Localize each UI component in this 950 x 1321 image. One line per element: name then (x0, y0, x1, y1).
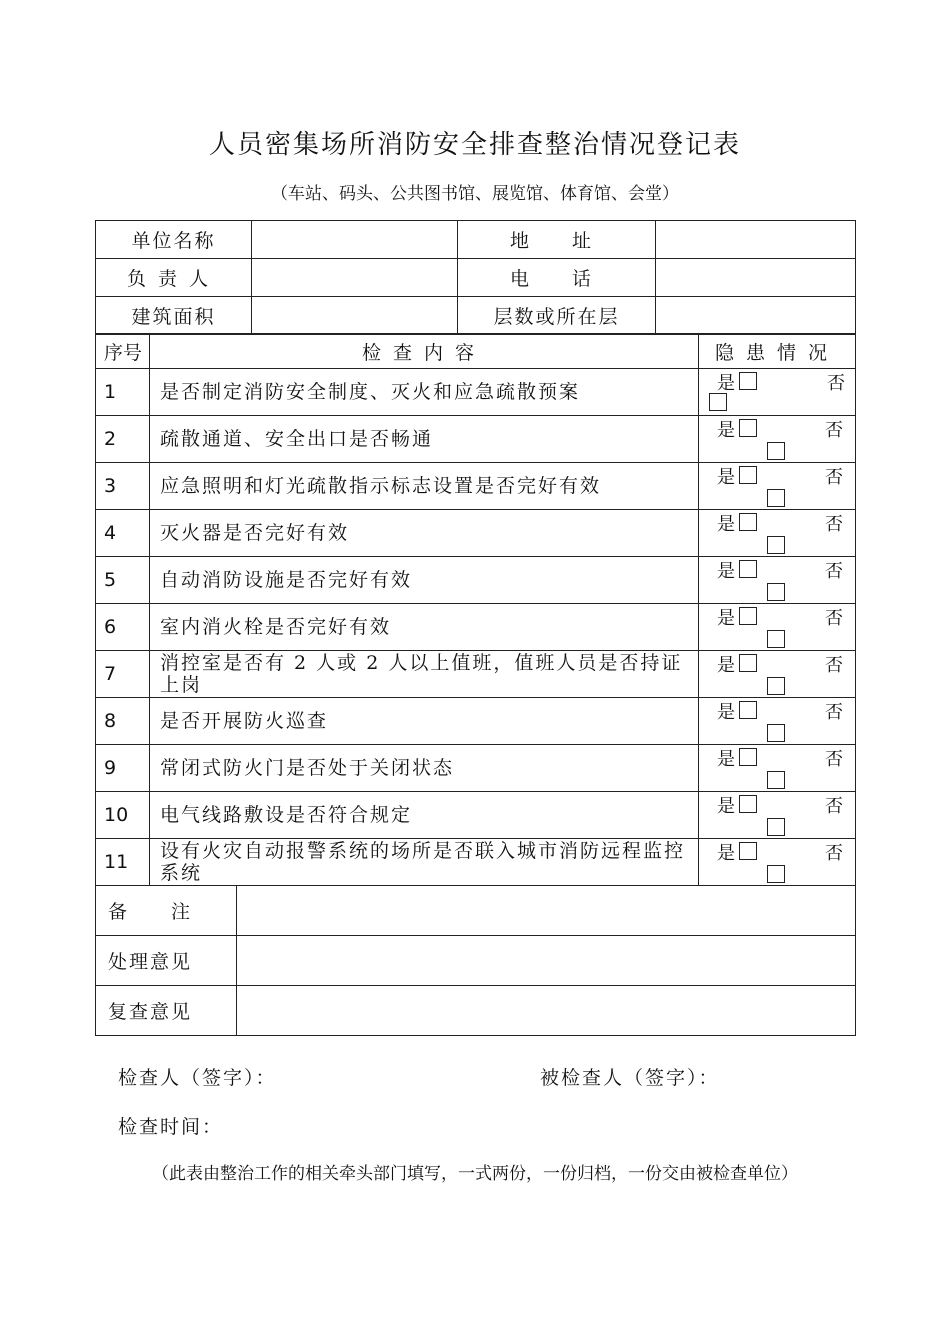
floors-label: 层数或所在层 (458, 297, 656, 335)
row-hazard-cell (699, 745, 856, 792)
row-content: 常闭式防火门是否处于关闭状态 (150, 745, 699, 792)
unit-name-field[interactable] (252, 221, 458, 259)
no-checkbox[interactable] (767, 583, 785, 601)
no-checkbox[interactable] (767, 818, 785, 836)
yes-label: 是 (717, 561, 735, 582)
info-row-person (96, 259, 856, 297)
row-number: 10 (96, 792, 150, 839)
no-checkbox[interactable] (767, 771, 785, 789)
row-number: 7 (96, 651, 150, 698)
row-content: 室内消火栓是否完好有效 (150, 604, 699, 651)
inspection-row (96, 839, 856, 886)
handling-opinion-field[interactable] (237, 936, 856, 986)
yes-label: 是 (717, 514, 735, 535)
row-hazard-cell (699, 369, 856, 416)
yes-checkbox[interactable] (739, 513, 757, 531)
no-label: 否 (825, 749, 843, 770)
no-label: 否 (825, 796, 843, 817)
recheck-row (96, 986, 856, 1036)
no-checkbox[interactable] (767, 536, 785, 554)
no-label: 否 (825, 467, 843, 488)
yes-label: 是 (717, 796, 735, 817)
yes-label: 是 (717, 373, 735, 394)
remark-label: 备 注 (96, 886, 237, 936)
row-number: 3 (96, 463, 150, 510)
inspection-time-label: 检查时间： (118, 1116, 224, 1138)
col-header-no: 序号 (96, 334, 150, 369)
row-number: 5 (96, 557, 150, 604)
person-in-charge-label: 负责人 (96, 259, 252, 297)
remark-row (96, 886, 856, 936)
no-label: 否 (825, 843, 843, 864)
row-hazard-cell (699, 698, 856, 745)
row-number: 9 (96, 745, 150, 792)
inspection-row (96, 463, 856, 510)
row-number: 11 (96, 839, 150, 886)
page-title: 人员密集场所消防安全排查整治情况登记表 (208, 130, 741, 160)
inspection-row (96, 792, 856, 839)
inspection-header-row (96, 334, 856, 369)
page-subtitle: （车站、码头、公共图书馆、展览馆、体育馆、会堂） (271, 184, 679, 204)
building-area-field[interactable] (252, 297, 458, 335)
address-label: 地 址 (458, 221, 656, 259)
yes-checkbox[interactable] (739, 795, 757, 813)
row-number: 8 (96, 698, 150, 745)
no-checkbox[interactable] (767, 630, 785, 648)
row-content: 消控室是否有 2 人或 2 人以上值班，值班人员是否持证上岗 (150, 651, 699, 698)
row-hazard-cell (699, 510, 856, 557)
yes-checkbox[interactable] (739, 560, 757, 578)
row-content: 电气线路敷设是否符合规定 (150, 792, 699, 839)
unit-name-label: 单位名称 (96, 221, 252, 259)
no-label: 否 (825, 420, 843, 441)
row-content: 是否开展防火巡查 (150, 698, 699, 745)
inspection-row (96, 698, 856, 745)
row-number: 1 (96, 369, 150, 416)
person-in-charge-field[interactable] (252, 259, 458, 297)
inspection-row (96, 557, 856, 604)
row-hazard-cell (699, 557, 856, 604)
yes-checkbox[interactable] (739, 607, 757, 625)
row-number: 2 (96, 416, 150, 463)
info-row-unit (96, 221, 856, 259)
no-label: 否 (825, 561, 843, 582)
col-header-content: 检查内容 (150, 334, 699, 369)
row-hazard-cell (699, 839, 856, 886)
col-header-hazard: 隐患情况 (699, 334, 856, 369)
recheck-opinion-label: 复查意见 (96, 986, 237, 1036)
no-label: 否 (825, 608, 843, 629)
building-area-label: 建筑面积 (96, 297, 252, 335)
yes-label: 是 (717, 843, 735, 864)
no-checkbox[interactable] (767, 442, 785, 460)
no-label: 否 (825, 514, 843, 535)
row-hazard-cell (699, 416, 856, 463)
row-content: 设有火灾自动报警系统的场所是否联入城市消防远程监控系统 (150, 839, 699, 886)
row-hazard-cell (699, 651, 856, 698)
info-table (95, 220, 856, 335)
row-hazard-cell (699, 604, 856, 651)
remark-field[interactable] (237, 886, 856, 936)
row-content: 自动消防设施是否完好有效 (150, 557, 699, 604)
yes-label: 是 (717, 655, 735, 676)
recheck-opinion-field[interactable] (237, 986, 856, 1036)
yes-checkbox[interactable] (739, 372, 757, 390)
row-content: 灭火器是否完好有效 (150, 510, 699, 557)
yes-checkbox[interactable] (739, 654, 757, 672)
floors-field[interactable] (656, 297, 856, 335)
row-number: 6 (96, 604, 150, 651)
row-content: 疏散通道、安全出口是否畅通 (150, 416, 699, 463)
phone-field[interactable] (656, 259, 856, 297)
remarks-table (95, 885, 856, 1036)
no-checkbox[interactable] (767, 677, 785, 695)
yes-label: 是 (717, 467, 735, 488)
inspection-table (95, 333, 856, 886)
info-row-area (96, 297, 856, 335)
row-hazard-cell (699, 463, 856, 510)
no-checkbox[interactable] (767, 865, 785, 883)
yes-checkbox[interactable] (739, 842, 757, 860)
phone-label: 电 话 (458, 259, 656, 297)
inspection-row (96, 510, 856, 557)
handling-row (96, 936, 856, 986)
row-number: 4 (96, 510, 150, 557)
inspection-row (96, 369, 856, 416)
yes-label: 是 (717, 420, 735, 441)
yes-checkbox[interactable] (739, 419, 757, 437)
yes-label: 是 (717, 749, 735, 770)
no-label: 否 (825, 702, 843, 723)
row-content: 是否制定消防安全制度、灭火和应急疏散预案 (150, 369, 699, 416)
no-checkbox[interactable] (767, 724, 785, 742)
no-checkbox[interactable] (709, 393, 727, 411)
footnote: （此表由整治工作的相关牵头部门填写，一式两份，一份归档，一份交由被检查单位） (152, 1164, 798, 1184)
inspection-row (96, 745, 856, 792)
yes-checkbox[interactable] (739, 701, 757, 719)
inspected-signature-label: 被检查人（签字）： (540, 1067, 720, 1089)
row-content: 应急照明和灯光疏散指示标志设置是否完好有效 (150, 463, 699, 510)
address-field[interactable] (656, 221, 856, 259)
handling-opinion-label: 处理意见 (96, 936, 237, 986)
inspector-signature-label: 检查人（签字）： (118, 1067, 277, 1089)
yes-label: 是 (717, 608, 735, 629)
yes-label: 是 (717, 702, 735, 723)
yes-checkbox[interactable] (739, 466, 757, 484)
no-label: 否 (827, 373, 845, 394)
no-checkbox[interactable] (767, 489, 785, 507)
no-label: 否 (825, 655, 843, 676)
row-hazard-cell (699, 792, 856, 839)
yes-checkbox[interactable] (739, 748, 757, 766)
inspection-row (96, 604, 856, 651)
inspection-row (96, 416, 856, 463)
inspection-row (96, 651, 856, 698)
